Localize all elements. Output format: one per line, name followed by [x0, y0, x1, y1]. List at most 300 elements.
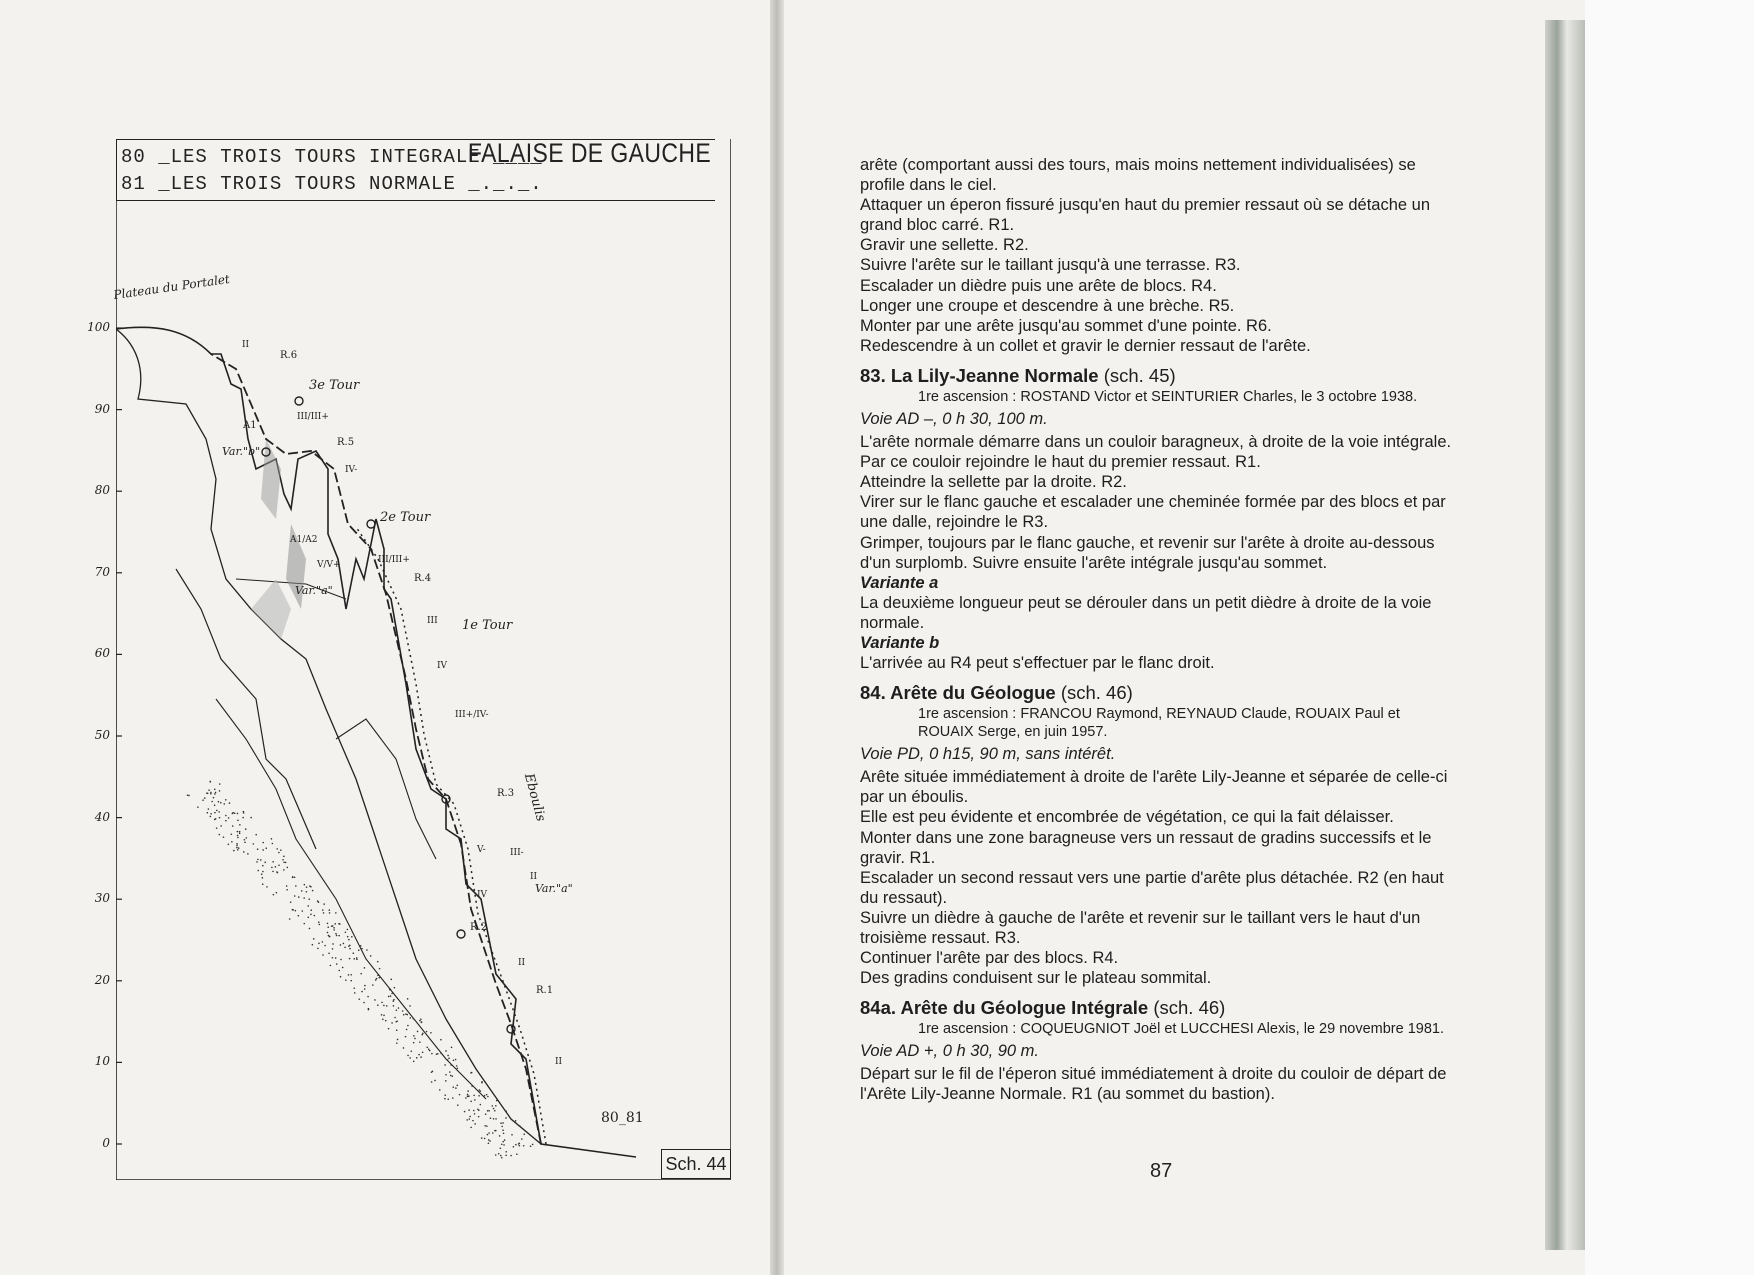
scree-dot	[484, 1125, 486, 1127]
scree-dot	[473, 1095, 475, 1097]
scree-dot	[306, 891, 308, 893]
scree-dot	[486, 1125, 488, 1127]
scree-dot	[327, 923, 329, 925]
paragraph: Attaquer un éperon fissuré jusqu'en haut du premier ressaut où se détache un grand bloc carré. R1.	[860, 196, 1431, 235]
paragraph: Gravir une sellette. R2.	[860, 236, 1029, 255]
scale-label: 30	[94, 891, 110, 906]
scree-dot	[338, 935, 340, 937]
scale-label: 60	[94, 646, 110, 661]
scree-dot	[271, 867, 273, 869]
scree-dot	[335, 957, 337, 959]
scree-dot	[364, 967, 366, 969]
scree-dot	[430, 1032, 432, 1034]
scree-dot	[292, 877, 294, 879]
scree-dot	[452, 1097, 454, 1099]
scree-dot	[219, 790, 221, 792]
scree-dot	[351, 936, 353, 938]
scree-dot	[236, 847, 238, 849]
scree-dot	[468, 1095, 470, 1097]
scree-dot	[275, 866, 277, 868]
scree-dot	[323, 903, 325, 905]
scree-dot	[407, 998, 409, 1000]
paragraph: Virer sur le flanc gauche et escalader une cheminée formée par des blocs et par une dalle, rejoindre le R3.	[860, 493, 1446, 532]
scree-dot	[382, 1019, 384, 1021]
scree-dot	[413, 1018, 415, 1020]
relay-r2: R.2	[470, 922, 488, 933]
scree-dot	[367, 996, 369, 998]
scree-dot	[231, 833, 233, 835]
scree-dot	[237, 837, 239, 839]
grade-label: V-	[477, 845, 486, 855]
scale-label: 70	[94, 564, 110, 579]
scree-dot	[480, 1104, 482, 1106]
scree-dot	[447, 1059, 449, 1061]
scree-dot	[485, 1113, 487, 1115]
scree-dot	[379, 968, 381, 970]
scree-dot	[431, 1053, 433, 1055]
scree-dot	[332, 943, 334, 945]
scree-dot	[318, 943, 320, 945]
scree-dot	[307, 916, 309, 918]
paragraph: Continuer l'arête par des blocs. R4.	[860, 949, 1119, 968]
scree-dot	[383, 1005, 385, 1007]
paragraph: Monter par une arête jusqu'au sommet d'une pointe. R6.	[860, 316, 1272, 335]
scree-dot	[310, 886, 312, 888]
scree-dot	[277, 872, 279, 874]
scree-dot	[218, 834, 220, 836]
paragraph: Grimper, toujours par le flanc gauche, et revenir sur l'arête à droite au-dessous d'un surplomb. Suivre ensuite l'arête intégrale jusqu'au sommet.	[860, 533, 1435, 572]
scree-dot	[518, 1145, 520, 1147]
scree-dot	[471, 1085, 473, 1087]
scree-dot	[495, 1105, 497, 1107]
scree-dot	[225, 820, 227, 822]
scree-dot	[286, 889, 288, 891]
scree-dot	[244, 839, 246, 841]
scree-dot	[238, 847, 240, 849]
scree-dot	[481, 1081, 483, 1083]
paragraph: Escalader un second ressaut vers une partie d'arête plus détachée. R2 (en haut du ressaut).	[860, 868, 1444, 907]
paragraph: Départ sur le fil de l'éperon situé immédiatement à droite du couloir de départ de l'Arête Lily-Jeanne Normale. R1 (au sommet du bastion).	[860, 1065, 1447, 1104]
scree-dot	[229, 802, 231, 804]
scree-dot	[272, 843, 274, 845]
relay-r6: R.6	[280, 350, 298, 361]
scree-dot	[418, 1054, 420, 1056]
scree-dot	[273, 894, 275, 896]
scree-dot	[213, 797, 215, 799]
scree-dot	[262, 842, 264, 844]
scree-dot	[403, 1014, 405, 1016]
scree-dot	[308, 898, 310, 900]
scree-dot	[501, 1157, 503, 1159]
scree-dot	[429, 1050, 431, 1052]
scree-dot	[451, 1047, 453, 1049]
scree-dot	[467, 1094, 469, 1096]
scree-dot	[431, 1071, 433, 1073]
grade-label: III-	[510, 848, 524, 858]
scree-dot	[310, 914, 312, 916]
grade-label: III+/IV-	[455, 710, 489, 720]
scree-dot	[223, 803, 225, 805]
scree-dot	[468, 1109, 470, 1111]
scree-dot	[488, 1110, 490, 1112]
scree-dot	[278, 852, 280, 854]
scree-dot	[385, 1020, 387, 1022]
scree-dot	[421, 1034, 423, 1036]
scree-dot	[444, 1064, 446, 1066]
variant-b-title: Variante b	[860, 633, 940, 652]
scree-dot	[469, 1116, 471, 1118]
scree-dot	[243, 812, 245, 814]
scree-dot	[495, 1118, 497, 1120]
scree-dot	[204, 797, 206, 799]
scree-dot	[513, 1146, 515, 1148]
route-title: 84. Arête du Géologue	[860, 682, 1056, 704]
scree-dot	[364, 985, 366, 987]
scree-dot	[304, 884, 306, 886]
scree-dot	[214, 812, 216, 814]
variant-a-title: Variante a	[860, 573, 939, 592]
scree-dot	[234, 812, 236, 814]
scree-dot	[358, 998, 360, 1000]
label-tour-1: 1e Tour	[462, 618, 513, 633]
scree-dot	[283, 855, 285, 857]
scree-dot	[318, 921, 320, 923]
scree-dot	[511, 1134, 513, 1136]
scree-dot	[214, 819, 216, 821]
scree-dot	[395, 1021, 397, 1023]
scree-dot	[532, 1144, 534, 1146]
scree-dot	[410, 1050, 412, 1052]
scree-dot	[265, 847, 267, 849]
scree-dot	[208, 789, 210, 791]
paragraph: Longer une croupe et descendre à une brèche. R5.	[860, 296, 1235, 315]
scree-dot	[220, 825, 222, 827]
scree-dot	[420, 1056, 422, 1058]
scree-dot	[510, 1155, 512, 1157]
scree-dot	[343, 943, 345, 945]
scree-dot	[327, 932, 329, 934]
route-grade: Voie AD –, 0 h 30, 100 m.	[860, 409, 1048, 428]
scree-dot	[225, 815, 227, 817]
scree-dot	[358, 949, 360, 951]
page-number: 87	[1150, 1160, 1173, 1182]
scree-dot	[237, 813, 239, 815]
scree-dot	[420, 1018, 422, 1020]
scree-dot	[286, 885, 288, 887]
scree-dot	[473, 1110, 475, 1112]
scree-dot	[523, 1145, 525, 1147]
scree-dot	[396, 1029, 398, 1031]
scree-dot	[391, 993, 393, 995]
scree-dot	[322, 909, 324, 911]
scree-dot	[239, 833, 241, 835]
scree-dot	[260, 859, 262, 861]
scree-dot	[197, 806, 199, 808]
route-83-heading	[860, 364, 1452, 388]
scree-dot	[307, 905, 309, 907]
scree-dot	[350, 974, 352, 976]
scree-dot	[324, 945, 326, 947]
scree-dot	[444, 1098, 446, 1100]
scree-dot	[390, 995, 392, 997]
scree-dot	[309, 928, 311, 930]
scree-dot	[317, 948, 319, 950]
paragraph: Elle est peu évidente et encombrée de végétation, ce qui la fait délaisser.	[860, 808, 1394, 827]
scree-dot	[188, 795, 190, 797]
scree-dot	[306, 886, 308, 888]
scree-dot	[457, 1085, 459, 1087]
scree-dot	[353, 987, 355, 989]
scree-dot	[356, 959, 358, 961]
route-grade: Voie PD, 0 h15, 90 m, sans intérêt.	[860, 745, 1116, 764]
scree-dot	[295, 885, 297, 887]
scheme-ref: (sch. 45)	[1103, 364, 1176, 386]
scree-dot	[405, 1036, 407, 1038]
scree-dot	[303, 923, 305, 925]
scree-dot	[377, 975, 379, 977]
paragraph: Atteindre la sellette par la droite. R2.	[860, 473, 1127, 492]
scree-dot	[349, 948, 351, 950]
scree-dot	[208, 808, 210, 810]
scree-dot	[210, 813, 212, 815]
scree-dot	[422, 1033, 424, 1035]
scree-dot	[403, 1047, 405, 1049]
relay-r4: R.4	[414, 573, 432, 584]
scree-dot	[474, 1123, 476, 1125]
scree-dot	[464, 1111, 466, 1113]
scree-dot	[282, 859, 284, 861]
scree-dot	[334, 923, 336, 925]
scree-dot	[215, 792, 217, 794]
scree-dot	[340, 976, 342, 978]
relay-r5: R.5	[337, 437, 355, 448]
scree-dot	[450, 1075, 452, 1077]
scree-dot	[245, 828, 247, 830]
scree-dot	[278, 864, 280, 866]
scree-dot	[396, 1042, 398, 1044]
scree-dot	[216, 810, 218, 812]
scree-dot	[445, 1050, 447, 1052]
scree-dot	[501, 1126, 503, 1128]
scree-dot	[207, 812, 209, 814]
scree-dot	[264, 862, 266, 864]
grade-label: A1	[243, 420, 257, 431]
scree-dot	[437, 1053, 439, 1055]
label-plateau: Plateau du Portalet	[112, 271, 231, 303]
scree-dot	[345, 979, 347, 981]
scree-dot	[228, 817, 230, 819]
scree-dot	[496, 1100, 498, 1102]
grade-label: III/III+	[378, 555, 410, 565]
scree-dot	[370, 955, 372, 957]
scree-dot	[421, 1021, 423, 1023]
scree-dot	[377, 1004, 379, 1006]
scree-dot	[393, 999, 395, 1001]
scree-dot	[244, 842, 246, 844]
scree-dot	[364, 988, 366, 990]
scree-dot	[407, 1025, 409, 1027]
scree-dot	[283, 869, 285, 871]
first-ascent: 1re ascension : ROSTAND Victor et SEINTURIER Charles, le 3 octobre 1938.	[918, 388, 1418, 405]
scree-dot	[271, 838, 273, 840]
scree-dot	[487, 1110, 489, 1112]
scree-dot	[338, 970, 340, 972]
scree-dot	[348, 945, 350, 947]
scree-dot	[393, 1005, 395, 1007]
scree-dot	[480, 1090, 482, 1092]
scree-dot	[444, 1094, 446, 1096]
scree-dot	[239, 831, 241, 833]
scree-dot	[342, 967, 344, 969]
relay-r3: R.3	[497, 788, 515, 799]
scree-dot	[329, 912, 331, 914]
scree-dot	[439, 1089, 441, 1091]
scree-dot	[292, 909, 294, 911]
scree-dot	[452, 1086, 454, 1088]
scree-dot	[440, 1039, 442, 1041]
scree-dot	[253, 843, 255, 845]
scree-dot	[210, 816, 212, 818]
climbing-topo-diagram	[116, 139, 731, 1180]
scree-dot	[494, 1110, 496, 1112]
scree-dot	[368, 1008, 370, 1010]
scree-dot	[250, 817, 252, 819]
scale-label: 50	[94, 728, 110, 742]
scree-dot	[348, 939, 350, 941]
scree-dot	[481, 1137, 483, 1139]
relay-r1: R.1	[536, 985, 554, 996]
scree-dot	[505, 1110, 507, 1112]
scree-dot	[378, 977, 380, 979]
scree-dot	[487, 1134, 489, 1136]
route-84-heading	[860, 681, 1452, 705]
scree-dot	[383, 1015, 385, 1017]
scree-dot	[303, 897, 305, 899]
scree-dot	[413, 1061, 415, 1063]
scree-dot	[336, 935, 338, 937]
scree-dot	[290, 901, 292, 903]
scree-dot	[232, 825, 234, 827]
grade-label: II	[530, 872, 538, 882]
scheme-ref: (sch. 46)	[1153, 997, 1226, 1019]
scree-dot	[255, 834, 257, 836]
scree-dot	[361, 991, 363, 993]
scree-dot	[317, 900, 319, 902]
scree-dot	[419, 1041, 421, 1043]
scree-dot	[467, 1090, 469, 1092]
scree-dot	[336, 963, 338, 965]
book-gutter	[770, 0, 784, 1275]
scree-dot	[294, 876, 296, 878]
scree-dot	[468, 1118, 470, 1120]
scree-dot	[232, 812, 234, 814]
scree-dot	[499, 1135, 501, 1137]
scree-dot	[354, 992, 356, 994]
scree-dot	[502, 1129, 504, 1131]
scale-label: 40	[94, 809, 110, 824]
scheme-number: Sch. 44	[661, 1149, 731, 1179]
scree-dot	[328, 952, 330, 954]
scree-dot	[414, 1038, 416, 1040]
paragraph: Monter dans une zone baragneuse vers un ressaut de gradins successifs et le gravir. R1.	[860, 828, 1432, 867]
scree-dot	[298, 896, 300, 898]
page-edges	[1545, 20, 1585, 1250]
grade-label: II	[555, 1057, 563, 1067]
scree-dot	[392, 1000, 394, 1002]
scree-dot	[402, 1010, 404, 1012]
scree-dot	[409, 1057, 411, 1059]
scree-dot	[216, 827, 218, 829]
scree-dot	[488, 1142, 490, 1144]
scree-dot	[394, 1017, 396, 1019]
scree-dot	[360, 973, 362, 975]
scree-dot	[262, 849, 264, 851]
scree-dot	[344, 946, 346, 948]
scree-dot	[495, 1154, 497, 1156]
scree-dot	[231, 841, 233, 843]
scree-dot	[272, 861, 274, 863]
scree-dot	[376, 978, 378, 980]
scree-dot	[219, 817, 221, 819]
scree-dot	[298, 915, 300, 917]
scree-dot	[451, 1075, 453, 1077]
scree-dot	[388, 996, 390, 998]
scale-label: 20	[94, 972, 110, 987]
scree-dot	[207, 792, 209, 794]
scree-dot	[350, 980, 352, 982]
grade-label: II	[242, 340, 250, 350]
scree-dot	[233, 850, 235, 852]
scree-dot	[219, 783, 221, 785]
scree-dot	[428, 1048, 430, 1050]
scree-dot	[394, 987, 396, 989]
paragraph: L'arête normale démarre dans un couloir baragneux, à droite de la voie intégrale. Par ce couloir rejoindre le haut du premier ressaut. R1.	[860, 433, 1452, 472]
scree-dot	[327, 926, 329, 928]
scree-dot	[214, 793, 216, 795]
scree-dot	[287, 867, 289, 869]
scree-dot	[515, 1144, 517, 1146]
scree-dot	[448, 1057, 450, 1059]
scree-dot	[490, 1117, 492, 1119]
scree-dot	[313, 938, 315, 940]
scree-dot	[374, 999, 376, 1001]
scree-dot	[492, 1132, 494, 1134]
scree-dot	[447, 1055, 449, 1057]
scree-dot	[247, 853, 249, 855]
scree-dot	[450, 1064, 452, 1066]
scree-dot	[294, 895, 296, 897]
scree-dot	[237, 835, 239, 837]
scree-dot	[349, 958, 351, 960]
scree-dot	[457, 1067, 459, 1069]
scree-dot	[239, 824, 241, 826]
scree-dot	[413, 1035, 415, 1037]
paragraph: Escalader un dièdre puis une arête de blocs. R4.	[860, 276, 1217, 295]
scree-dot	[478, 1109, 480, 1111]
scree-dot	[377, 961, 379, 963]
scree-dot	[516, 1153, 518, 1155]
scree-dot	[530, 1145, 532, 1147]
scree-dot	[214, 804, 216, 806]
scree-dot	[345, 931, 347, 933]
scree-dot	[498, 1153, 500, 1155]
scree-dot	[470, 1101, 472, 1103]
grade-label: IV	[477, 890, 488, 900]
legend-route-80: 80 _LES TROIS TOURS INTEGRALE ____	[121, 146, 543, 168]
scree-dot	[348, 974, 350, 976]
scree-dot	[505, 1117, 507, 1119]
scree-dot	[416, 1057, 418, 1059]
